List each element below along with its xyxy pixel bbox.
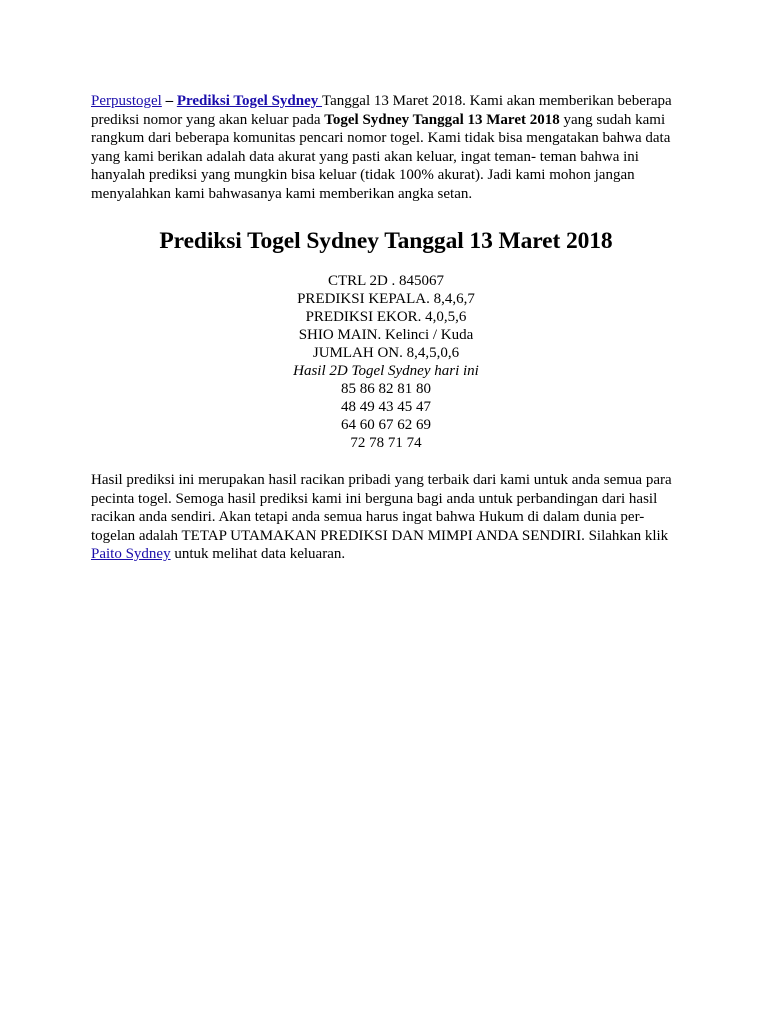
number-row: 85 86 82 81 80 [341, 381, 431, 397]
closing-text-1: Hasil prediksi ini merupakan hasil racikan pribadi yang terbaik dari kami untuk anda semua para pecinta togel. Semoga hasil prediksi kami ini berguna bagi anda untuk perbandingan dari hasil racikan anda sendiri. Akan tetapi anda semua harus ingat bahwa Hukum di dalam dunia per-togelan adalah TETAP UTAMAKAN PREDIKSI DAN MIMPI ANDA SENDIRI. Silahkan klik [91, 472, 672, 544]
shio-main-line: SHIO MAIN. Kelinci / Kuda [298, 327, 474, 343]
ctrl-2d-line: CTRL 2D . 845067 [327, 273, 445, 289]
jumlah-on-line: JUMLAH ON. 8,4,5,0,6 [312, 345, 460, 361]
prediksi-togel-sydney-link[interactable]: Prediksi Togel Sydney [176, 93, 323, 109]
prediksi-ekor-line: PREDIKSI EKOR. 4,0,5,6 [305, 309, 467, 325]
paito-sydney-link[interactable]: Paito Sydney [91, 546, 171, 562]
hasil-2d-label: Hasil 2D Togel Sydney hari ini [293, 363, 479, 379]
article [91, 92, 681, 564]
prediction-block [91, 272, 681, 452]
perpustogel-link[interactable]: Perpustogel [91, 93, 162, 109]
number-row: 48 49 43 45 47 [341, 399, 431, 415]
number-row: 72 78 71 74 [350, 435, 422, 451]
page-title: Prediksi Togel Sydney Tanggal 13 Maret 2018 [159, 228, 613, 254]
intro-bold-phrase: Togel Sydney Tanggal 13 Maret 2018 [324, 111, 560, 128]
intro-paragraph [91, 92, 681, 203]
number-row: 64 60 67 62 69 [341, 417, 431, 433]
intro-text-2: yang sudah kami rangkum dari beberapa komunitas pencari nomor togel. Kami tidak bisa mengatakan bahwa data yang kami berikan adalah data akurat yang pasti akan keluar, ingat teman- teman bahwa ini hanyalah prediksi yang mungkin bisa keluar (tidak 100% akurat). Jadi kami mohon jangan menyalahkan kami bahwasanya kami memberikan angka setan. [91, 111, 671, 202]
intro-text-1: Tanggal 13 Maret 2018. Kami akan memberikan beberapa prediksi nomor yang akan keluar pada [91, 93, 672, 128]
prediksi-kepala-line: PREDIKSI KEPALA. 8,4,6,7 [297, 291, 475, 307]
closing-text-2: untuk melihat data keluaran. [170, 546, 346, 562]
closing-paragraph [91, 471, 681, 564]
title-dash: – [161, 93, 177, 109]
